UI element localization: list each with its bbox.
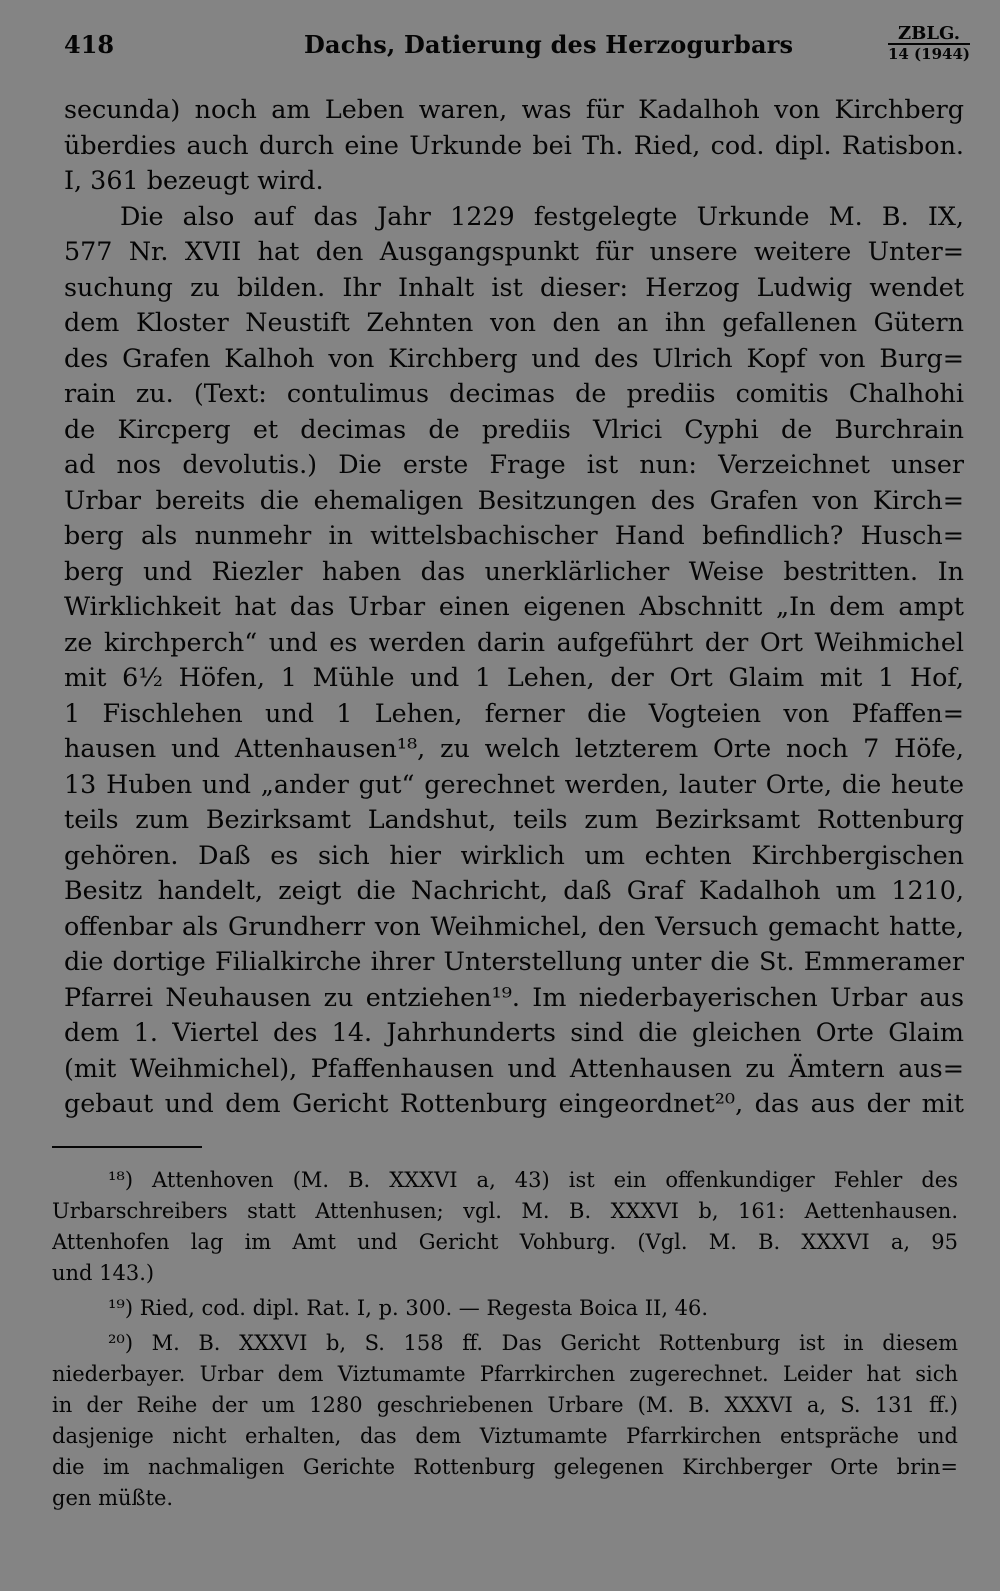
text-line: offenbar als Grundherr von Weihmichel, den Versuch gemacht hatte, xyxy=(64,910,964,941)
journal-volume: 14 (1944) xyxy=(887,45,970,63)
text-line: suchung zu bilden. Ihr Inhalt ist dieser: Herzog Ludwig wendet xyxy=(64,271,964,302)
footnote-line: ¹⁹) Ried, cod. dipl. Rat. I, p. 300. — Regesta Boica II, 46. xyxy=(108,1296,709,1320)
page-header xyxy=(64,24,970,72)
text-line: 577 Nr. XVII hat den Ausgangspunkt für unsere weitere Unter= xyxy=(64,236,964,266)
footnote-line: ²⁰) M. B. XXXVI b, S. 158 ff. Das Gericht Rottenburg ist in diesem xyxy=(108,1331,958,1355)
text-line: 1 Fischlehen und 1 Lehen, ferner die Vogteien von Pfaffen= xyxy=(64,697,964,728)
text-line: Wirklichkeit hat das Urbar einen eigenen Abschnitt „In dem ampt xyxy=(64,591,964,621)
page-number: 418 xyxy=(64,30,115,59)
footnote-line: dasjenige nicht erhalten, das dem Viztumamte Pfarrkirchen entspräche und xyxy=(52,1424,958,1448)
journal-reference xyxy=(888,24,970,64)
text-line: mit 6½ Höfen, 1 Mühle und 1 Lehen, der Ort Glaim mit 1 Hof, xyxy=(64,662,964,692)
text-line: Besitz handelt, zeigt die Nachricht, daß Graf Kadalhoh um 1210, xyxy=(64,875,964,905)
text-line: I, 361 bezeugt wird. xyxy=(64,165,324,195)
text-line: hausen und Attenhausen¹⁸, zu welch letzterem Orte noch 7 Höfe, xyxy=(64,733,964,763)
text-line: rain zu. (Text: contulimus decimas de prediis comitis Chalhohi xyxy=(64,378,964,408)
text-line: ze kirchperch“ und es werden darin aufgeführt der Ort Weihmichel xyxy=(64,626,964,657)
footnote-line: niederbayer. Urbar dem Viztumamte Pfarrkirchen zugerechnet. Leider hat sich xyxy=(52,1362,958,1386)
text-line: Urbar bereits die ehemaligen Besitzungen des Grafen von Kirch= xyxy=(64,484,964,515)
footnote-19 xyxy=(52,1293,958,1324)
footnote-line: gen müßte. xyxy=(52,1486,174,1510)
text-line: Die also auf das Jahr 1229 festgelegte Urkunde M. B. IX, xyxy=(120,200,964,231)
footnote-20 xyxy=(52,1328,958,1514)
text-line: dem Kloster Neustift Zehnten von den an ihn gefallenen Gütern xyxy=(64,307,964,337)
footnote-line: Urbarschreibers statt Attenhusen; vgl. M. B. XXXVI b, 161: Aettenhausen. xyxy=(52,1199,958,1223)
text-line: Pfarrei Neuhausen zu entziehen¹⁹. Im niederbayerischen Urbar aus xyxy=(64,981,964,1012)
footnote-line: ¹⁸) Attenhoven (M. B. XXXVI a, 43) ist ein offenkundiger Fehler des xyxy=(108,1168,958,1192)
footnote-line: Attenhofen lag im Amt und Gericht Vohburg. (Vgl. M. B. XXXVI a, 95 xyxy=(52,1230,958,1254)
footnote-line: die im nachmaligen Gerichte Rottenburg gelegenen Kirchberger Orte brin= xyxy=(52,1455,958,1479)
footnotes xyxy=(52,1165,958,1518)
text-line: die dortige Filialkirche ihrer Unterstellung unter die St. Emmeramer xyxy=(64,946,964,976)
text-line: berg und Riezler haben das unerklärlicher Weise bestritten. In xyxy=(64,555,964,586)
running-title: Dachs, Datierung des Herzogurbars xyxy=(304,30,794,59)
paragraph-2 xyxy=(64,199,964,1122)
body-text xyxy=(64,92,964,1122)
text-line: de Kircperg et decimas de prediis Vlrici Cyphi de Burchrain xyxy=(64,413,964,444)
paragraph-1 xyxy=(64,92,964,199)
text-line: berg als nunmehr in wittelsbachischer Hand befindlich? Husch= xyxy=(64,520,964,550)
footnote-line: in der Reihe der um 1280 geschriebenen Urbare (M. B. XXXVI a, S. 131 ff.) xyxy=(52,1393,958,1417)
journal-abbreviation: ZBLG. xyxy=(888,24,970,45)
text-line: 13 Huben und „ander gut“ gerechnet werden, lauter Orte, die heute xyxy=(64,768,964,799)
text-line: secunda) noch am Leben waren, was für Kadalhoh von Kirchberg xyxy=(64,94,964,124)
text-line: gehören. Daß es sich hier wirklich um echten Kirchbergischen xyxy=(64,839,964,870)
text-line: ad nos devolutis.) Die erste Frage ist nun: Verzeichnet unser xyxy=(64,449,964,479)
text-line: des Grafen Kalhoh von Kirchberg und des Ulrich Kopf von Burg= xyxy=(64,342,964,373)
footnote-18 xyxy=(52,1165,958,1289)
footnote-separator xyxy=(52,1146,202,1148)
text-line: überdies auch durch eine Urkunde bei Th. Ried, cod. dipl. Ratisbon. xyxy=(64,129,964,160)
text-line: teils zum Bezirksamt Landshut, teils zum Bezirksamt Rottenburg xyxy=(64,804,964,834)
text-line: dem 1. Viertel des 14. Jahrhunderts sind die gleichen Orte Glaim xyxy=(64,1017,964,1047)
text-line: (mit Weihmichel), Pfaffenhausen und Attenhausen zu Ämtern aus= xyxy=(64,1052,964,1083)
footnote-line: und 143.) xyxy=(52,1261,155,1285)
text-line: gebaut und dem Gericht Rottenburg eingeordnet²⁰, das aus der mit xyxy=(64,1088,964,1118)
